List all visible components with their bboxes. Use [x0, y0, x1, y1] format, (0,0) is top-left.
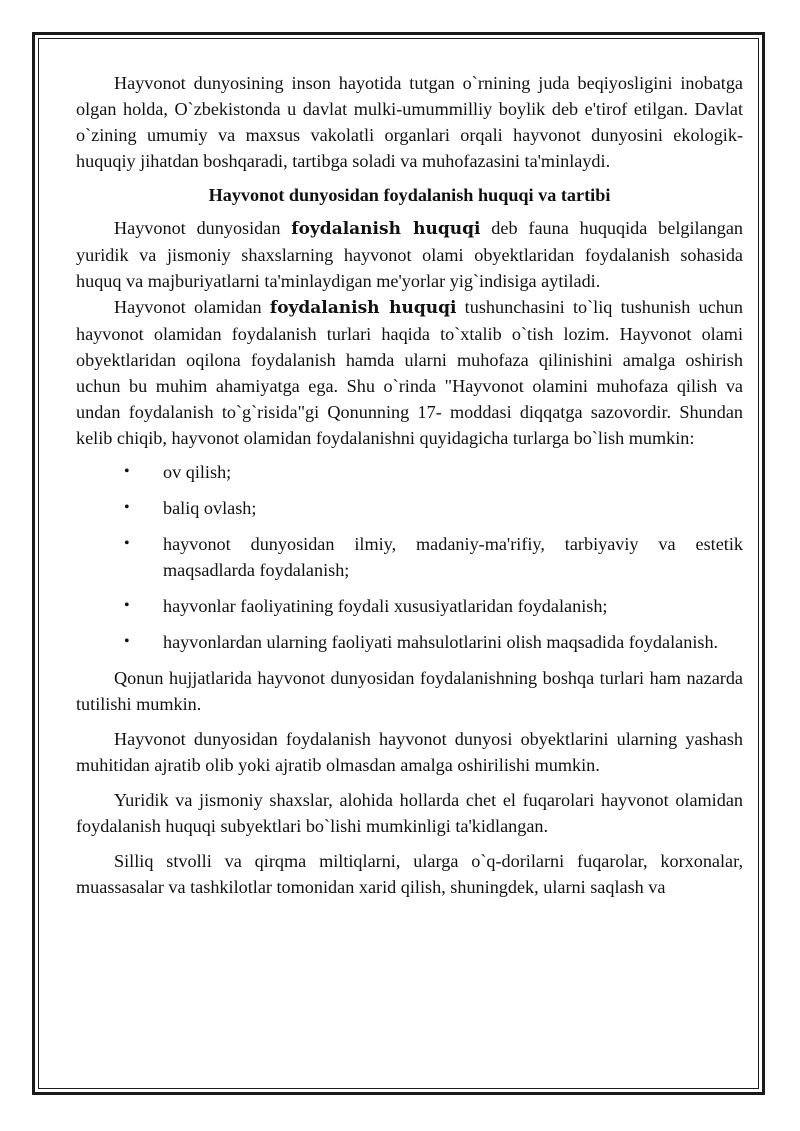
bullet-icon: • — [124, 499, 130, 516]
intro-paragraph: Hayvonot dunyosining inson hayotida tutgan o`rnining juda beqiyosligini inobatga olgan holda, O`zbekistonda u davlat mulki-umummilliy boylik deb e'tirof etilgan. Davlat o`zining umumiy va maxsus vakolatli organlari orqali hayvonot dunyosini ekologik-huquqiy jihatdan boshqaradi, tartibga soladi va muhofazasini ta'minlaydi. — [76, 73, 743, 171]
definition-paragraph — [76, 215, 743, 294]
types-intro-paragraph — [76, 294, 743, 451]
list-item — [76, 593, 743, 619]
subjects-paragraph: Yuridik va jismoniy shaxslar, alohida hollarda chet el fuqarolari hayvonot olamidan foydalanish huquqi subyektlari bo`lishi mumkinligi ta'kidlangan. — [76, 790, 743, 836]
definition-term: foydalanish huquqi — [291, 219, 481, 239]
list-item — [76, 531, 743, 583]
bullet-icon: • — [124, 535, 130, 552]
list-item — [76, 629, 743, 655]
types-intro-term: foydalanish huquqi — [269, 298, 457, 318]
list-item-text: ov qilish; — [163, 462, 232, 482]
document-body — [76, 70, 743, 900]
types-intro-before: Hayvonot olamidan — [114, 297, 270, 317]
usage-types-list — [76, 459, 743, 655]
list-item-text: hayvonlar faoliyatining foydali xususiyatlaridan foydalanish; — [163, 596, 608, 616]
list-item — [76, 495, 743, 521]
list-item-text: hayvonlardan ularning faoliyati mahsulotlarini olish maqsadida foydalanish. — [163, 632, 719, 652]
bullet-icon: • — [124, 597, 130, 614]
definition-text-after: deb fauna huquqida belgilangan yuridik va jismoniy shaxslarning hayvonot olami obyektlaridan foydalanish sohasida huquq va majburiyatlarni ta'minlaydigan me'yorlar yig`indisiga aytiladi. — [76, 218, 744, 291]
list-item-text: hayvonot dunyosidan ilmiy, madaniy-ma'rifiy, tarbiyaviy va estetik maqsadlarda foydalanish; — [163, 534, 743, 580]
bullet-icon: • — [124, 633, 130, 650]
list-item-text: baliq ovlash; — [163, 498, 257, 518]
types-intro-after: tushunchasini to`liq tushunish uchun hayvonot olamidan foydalanish turlari haqida to`xtalib o`tish lozim. Hayvonot olami obyektlaridan oqilona foydalanish hamda ularni muhofaza qilinishini amalga oshirish uchun bu muhim ahamiyatga ega. Shu o`rinda "Hayvonot olamini muhofaza qilish va undan foydalanish to`g`risida"gi Qonunning 17- moddasi diqqatga sazovordir. Shundan kelib chiqib, hayvonot olamidan foydalanishni quyidagicha turlarga bo`lish mumkin: — [76, 297, 743, 448]
other-types-paragraph: Qonun hujjatlarida hayvonot dunyosidan foydalanishning boshqa turlari ham nazarda tutilishi mumkin. — [76, 668, 743, 714]
firearms-paragraph: Silliq stvolli va qirqma miltiqlarni, ularga o`q-dorilarni fuqarolar, korxonalar, muassasalar va tashkilotlar tomonidan xarid qilish, shuningdek, ularni saqlash va — [76, 851, 743, 897]
list-item — [76, 459, 743, 485]
habitat-paragraph: Hayvonot dunyosidan foydalanish hayvonot dunyosi obyektlarini ularning yashash muhitidan ajratib olib yoki ajratib olmasdan amalga oshirilishi mumkin. — [76, 729, 743, 775]
definition-text-before: Hayvonot dunyosidan — [114, 218, 292, 238]
bullet-icon: • — [124, 463, 130, 480]
section-heading: Hayvonot dunyosidan foydalanish huquqi va tartibi — [208, 185, 611, 205]
